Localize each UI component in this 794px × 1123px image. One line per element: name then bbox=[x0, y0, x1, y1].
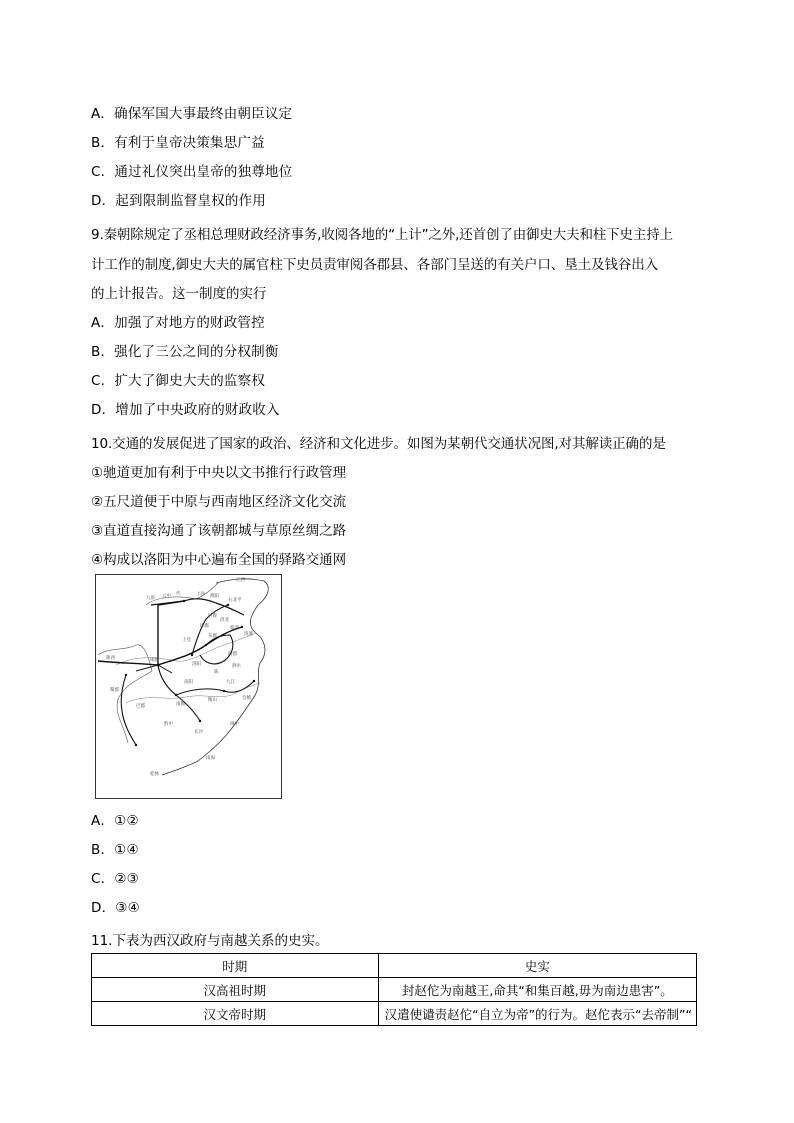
map-label: 咸阳 bbox=[150, 658, 159, 663]
map-label: 陈 bbox=[214, 670, 219, 675]
map-label: 泗水 bbox=[232, 664, 241, 669]
q8-option-c: C．通过礼仪突出皇帝的独尊地位 bbox=[91, 164, 293, 180]
map-label: 长沙 bbox=[194, 730, 203, 735]
q10-statement-4: ④构成以洛阳为中心遍布全国的驿路交通网 bbox=[91, 552, 347, 568]
q8-option-a: A．确保军国大事最终由朝臣议定 bbox=[91, 106, 293, 122]
table-cell-facts: 封赵佗为南越王,命其“和集百越,毋为南边患害”。 bbox=[378, 978, 696, 1002]
map-label: 辽西 bbox=[236, 578, 245, 583]
map-label: 蜀郡 bbox=[110, 688, 119, 693]
q10-option-b: B．①④ bbox=[91, 842, 139, 858]
q10-option-c: C．②③ bbox=[91, 871, 139, 887]
q10-option-d: D．③④ bbox=[91, 900, 140, 916]
table-header-row bbox=[92, 954, 697, 978]
history-table bbox=[91, 953, 697, 1026]
q9-stem-line-3: 的上计报告。这一制度的实行 bbox=[91, 286, 267, 302]
q10-statement-1: ①驰道更加有利于中央以文书推行行政管理 bbox=[91, 465, 347, 481]
map-label: 南阳 bbox=[184, 680, 193, 685]
transport-map bbox=[95, 574, 282, 799]
map-label: 代 bbox=[176, 592, 181, 597]
q10-statement-2: ②五尺道便于中原与西南地区经济文化交流 bbox=[91, 494, 347, 510]
map-label: 济北 bbox=[220, 618, 229, 623]
map-label: 洛阳 bbox=[192, 662, 201, 667]
map-label: 九江 bbox=[226, 680, 235, 685]
map-label: 会稽 bbox=[242, 696, 251, 701]
table-cell-facts: 汉遣使谴责赵佗“自立为帝”的行为。赵佗表示“去帝制”“ bbox=[378, 1002, 696, 1026]
map-label: 右北平 bbox=[228, 598, 242, 603]
q9-option-b: B．强化了三公之间的分权制衡 bbox=[91, 344, 279, 360]
q8-option-b: B．有利于皇帝决策集思广益 bbox=[91, 135, 265, 151]
map-label: 临淄 bbox=[230, 626, 239, 631]
map-label: 陇西 bbox=[106, 656, 115, 661]
q10-option-a: A．①② bbox=[91, 813, 139, 829]
map-road-short bbox=[136, 665, 172, 673]
map-label: 南郡 bbox=[176, 702, 185, 707]
map-label: 九原 bbox=[146, 596, 155, 601]
map-road-loop bbox=[200, 635, 233, 664]
map-label: 邯郸 bbox=[200, 624, 209, 629]
table-header-facts: 史实 bbox=[378, 954, 696, 978]
q9-option-a: A．加强了对地方的财政管控 bbox=[91, 315, 265, 331]
table-row bbox=[92, 978, 697, 1002]
q9-option-c: C．扩大了御史大夫的监察权 bbox=[91, 373, 266, 389]
map-label: 渔阳 bbox=[210, 594, 219, 599]
map-label: 云中 bbox=[162, 594, 171, 599]
map-label: 巨鹿 bbox=[208, 614, 217, 619]
map-road-zhidao bbox=[158, 601, 184, 665]
map-label: 上谷 bbox=[196, 592, 205, 597]
map-label: 巴郡 bbox=[136, 704, 145, 709]
map-coastline bbox=[162, 579, 268, 775]
q10-stem: 10.交通的发展促进了国家的政治、经济和文化进步。如图为某朝代交通状况图,对其解读正确的是 bbox=[91, 436, 666, 452]
q10-statement-3: ③直道直接沟通了该朝都城与草原丝绸之路 bbox=[91, 523, 347, 539]
q9-option-d: D．增加了中央政府的财政收入 bbox=[91, 402, 280, 418]
map-label: 闽中 bbox=[230, 722, 239, 727]
map-label: 黔中 bbox=[164, 722, 173, 727]
transport-map-drawing bbox=[96, 575, 281, 798]
table-row bbox=[92, 1002, 697, 1026]
table-header-period: 时期 bbox=[92, 954, 379, 978]
map-label: 琅琊 bbox=[244, 632, 253, 637]
q8-option-d: D．起到限制监督皇权的作用 bbox=[91, 193, 266, 209]
map-label: 桂林 bbox=[150, 772, 159, 777]
q9-stem-line-2: 计工作的制度,御史大夫的属官柱下史员责审阅各郡县、各部门呈送的有关户口、垦土及钱谷出入 bbox=[91, 257, 658, 273]
table-cell-period: 汉文帝时期 bbox=[92, 1002, 379, 1026]
map-river-yangtze bbox=[126, 683, 260, 703]
table-cell-period: 汉高祖时期 bbox=[92, 978, 379, 1002]
map-label: 衡山 bbox=[208, 698, 217, 703]
map-label: 薛郡 bbox=[228, 652, 237, 657]
map-label: 东郡 bbox=[208, 634, 217, 639]
map-label: 南海 bbox=[206, 756, 215, 761]
q9-stem-line-1: 9.秦朝除规定了丞相总理财政经济事务,收阅各地的“上计”之外,还首创了由御史大夫和柱下史主持上 bbox=[91, 227, 673, 243]
map-road-northeast bbox=[192, 605, 228, 655]
map-road-west bbox=[98, 661, 158, 665]
q11-stem: 11.下表为西汉政府与南越关系的史实。 bbox=[91, 933, 329, 949]
map-label: 上党 bbox=[182, 638, 191, 643]
map-road-south bbox=[158, 665, 200, 721]
